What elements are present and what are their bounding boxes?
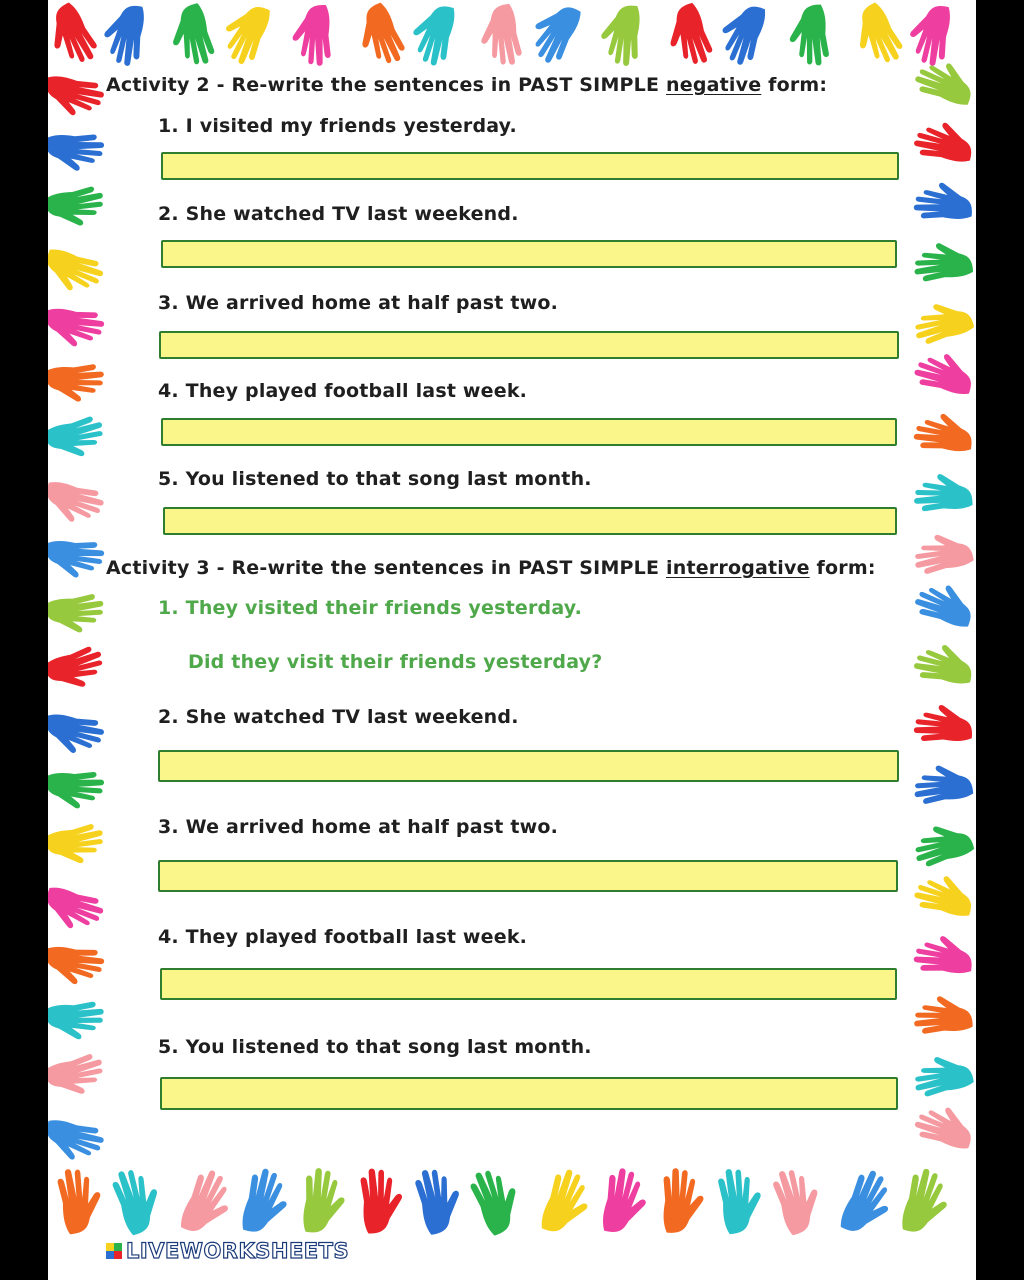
hand-print-decoration [912, 641, 975, 686]
activity-3-sentence-5: 5. You listened to that song last month. [158, 1036, 592, 1058]
hand-print-decoration [900, 1166, 954, 1238]
activity-3-answer-2[interactable] [158, 750, 899, 782]
activity-3-answer-5[interactable] [160, 1077, 898, 1110]
hand-print-decoration [913, 411, 974, 452]
activity-2-heading-prefix: Activity 2 - Re-write the sentences in PAST SIMPLE [106, 74, 660, 96]
activity-3-example-sentence: 1. They visited their friends yesterday. [158, 597, 583, 619]
hand-print-decoration [407, 1, 456, 68]
activity-2-heading [106, 74, 827, 96]
hand-print-decoration [292, 5, 332, 67]
activity-3-heading-prefix: Activity 3 - Re-write the sentences in PAST SIMPLE [106, 557, 660, 579]
hand-print-decoration [48, 1051, 109, 1102]
activity-3-sentence-3: 3. We arrived home at half past two. [158, 816, 559, 838]
activity-2-sentence-3: 3. We arrived home at half past two. [158, 292, 559, 314]
hand-print-decoration [906, 2, 951, 67]
hand-print-decoration [48, 643, 109, 697]
hand-print-decoration [912, 577, 976, 629]
activity-2-sentence-1: 1. I visited my friends yesterday. [158, 115, 517, 137]
hand-print-decoration [101, 2, 146, 67]
activity-2-answer-3[interactable] [159, 331, 899, 359]
activity-3-answer-3[interactable] [158, 860, 898, 892]
hand-print-decoration [360, 1166, 405, 1234]
hand-print-decoration [838, 1166, 900, 1241]
hand-print-decoration [845, 1, 907, 72]
hand-print-decoration [911, 761, 974, 806]
activity-2-sentence-5: 5. You listened to that song last month. [158, 468, 592, 490]
hand-print-decoration [48, 946, 105, 987]
hand-print-decoration [240, 1166, 293, 1238]
hand-print-decoration [466, 1162, 528, 1237]
activity-2-sentence-2: 2. She watched TV last weekend. [158, 203, 519, 225]
hand-print-decoration [164, 2, 217, 71]
hand-print-decoration [660, 2, 716, 72]
hand-print-decoration [909, 817, 975, 869]
hand-print-decoration [48, 822, 108, 870]
activity-2-answer-4[interactable] [161, 418, 897, 446]
hand-print-decoration [912, 1100, 976, 1151]
hand-print-decoration [664, 1168, 704, 1233]
activity-2-answer-2[interactable] [161, 240, 897, 268]
hand-print-decoration [48, 185, 108, 232]
activity-2-answer-1[interactable] [161, 152, 899, 180]
activity-2-heading-suffix: form: [768, 74, 828, 96]
hand-print-decoration [413, 1163, 467, 1235]
hand-print-decoration [912, 55, 976, 108]
activity-3-answer-4[interactable] [160, 968, 897, 1000]
hand-print-decoration [786, 4, 830, 68]
hand-print-decoration [48, 713, 106, 758]
hand-print-decoration [48, 593, 107, 638]
hand-print-decoration [912, 472, 973, 512]
hand-print-decoration [912, 348, 976, 397]
hand-print-decoration [911, 239, 974, 283]
hand-print-decoration [770, 1163, 828, 1237]
liveworksheets-logo-text: LIVEWORKSHEETS [126, 1239, 350, 1263]
hand-print-decoration [914, 705, 972, 741]
hand-print-decoration [48, 480, 106, 528]
activity-2-sentence-4: 4. They played football last week. [158, 380, 528, 402]
activity-3-heading-keyword: interrogative [666, 557, 810, 579]
hand-print-decoration [913, 934, 974, 974]
hand-print-decoration [48, 307, 105, 349]
hand-print-decoration [716, 1165, 766, 1235]
hand-print-decoration [912, 870, 976, 918]
hand-print-decoration [912, 994, 973, 1035]
activity-3-example-answer: Did they visit their friends yesterday? [188, 651, 603, 673]
hand-print-decoration [714, 0, 767, 68]
hand-print-decoration [48, 772, 105, 810]
activity-3-heading-suffix: form: [816, 557, 876, 579]
hand-print-decoration [48, 363, 106, 404]
hand-print-decoration [475, 3, 523, 70]
hand-print-decoration [910, 1050, 975, 1099]
hand-print-decoration [56, 1164, 107, 1235]
worksheet-page [48, 0, 976, 1280]
hand-print-decoration [539, 1166, 597, 1240]
hand-print-decoration [601, 1167, 651, 1237]
liveworksheets-logo[interactable] [106, 1237, 349, 1265]
hand-print-decoration [48, 414, 109, 465]
activity-2-answer-5[interactable] [163, 507, 897, 535]
hand-print-decoration [914, 182, 973, 219]
hand-print-decoration [178, 1166, 239, 1241]
hand-print-decoration [48, 1, 102, 72]
activity-3-sentence-2: 2. She watched TV last weekend. [158, 706, 519, 728]
hand-print-decoration [48, 885, 106, 936]
hand-print-decoration [109, 1162, 168, 1236]
hand-print-decoration [600, 4, 641, 66]
hand-print-decoration [48, 247, 106, 298]
hand-print-decoration [48, 540, 105, 578]
hand-print-decoration [48, 74, 106, 119]
hand-print-decoration [910, 528, 975, 576]
hand-print-decoration [302, 1167, 346, 1234]
hand-print-decoration [48, 1118, 106, 1165]
activity-2-heading-keyword: negative [666, 74, 762, 96]
hand-print-decoration [216, 0, 273, 68]
hand-print-decoration [48, 134, 105, 171]
activity-3-heading [106, 557, 876, 579]
hand-print-decoration [523, 0, 583, 67]
hand-print-decoration [349, 1, 409, 72]
hand-print-decoration [909, 295, 975, 346]
hand-print-decoration [48, 1001, 106, 1043]
activity-3-sentence-4: 4. They played football last week. [158, 926, 528, 948]
hand-print-decoration [912, 118, 976, 163]
liveworksheets-mark-icon [106, 1243, 122, 1259]
